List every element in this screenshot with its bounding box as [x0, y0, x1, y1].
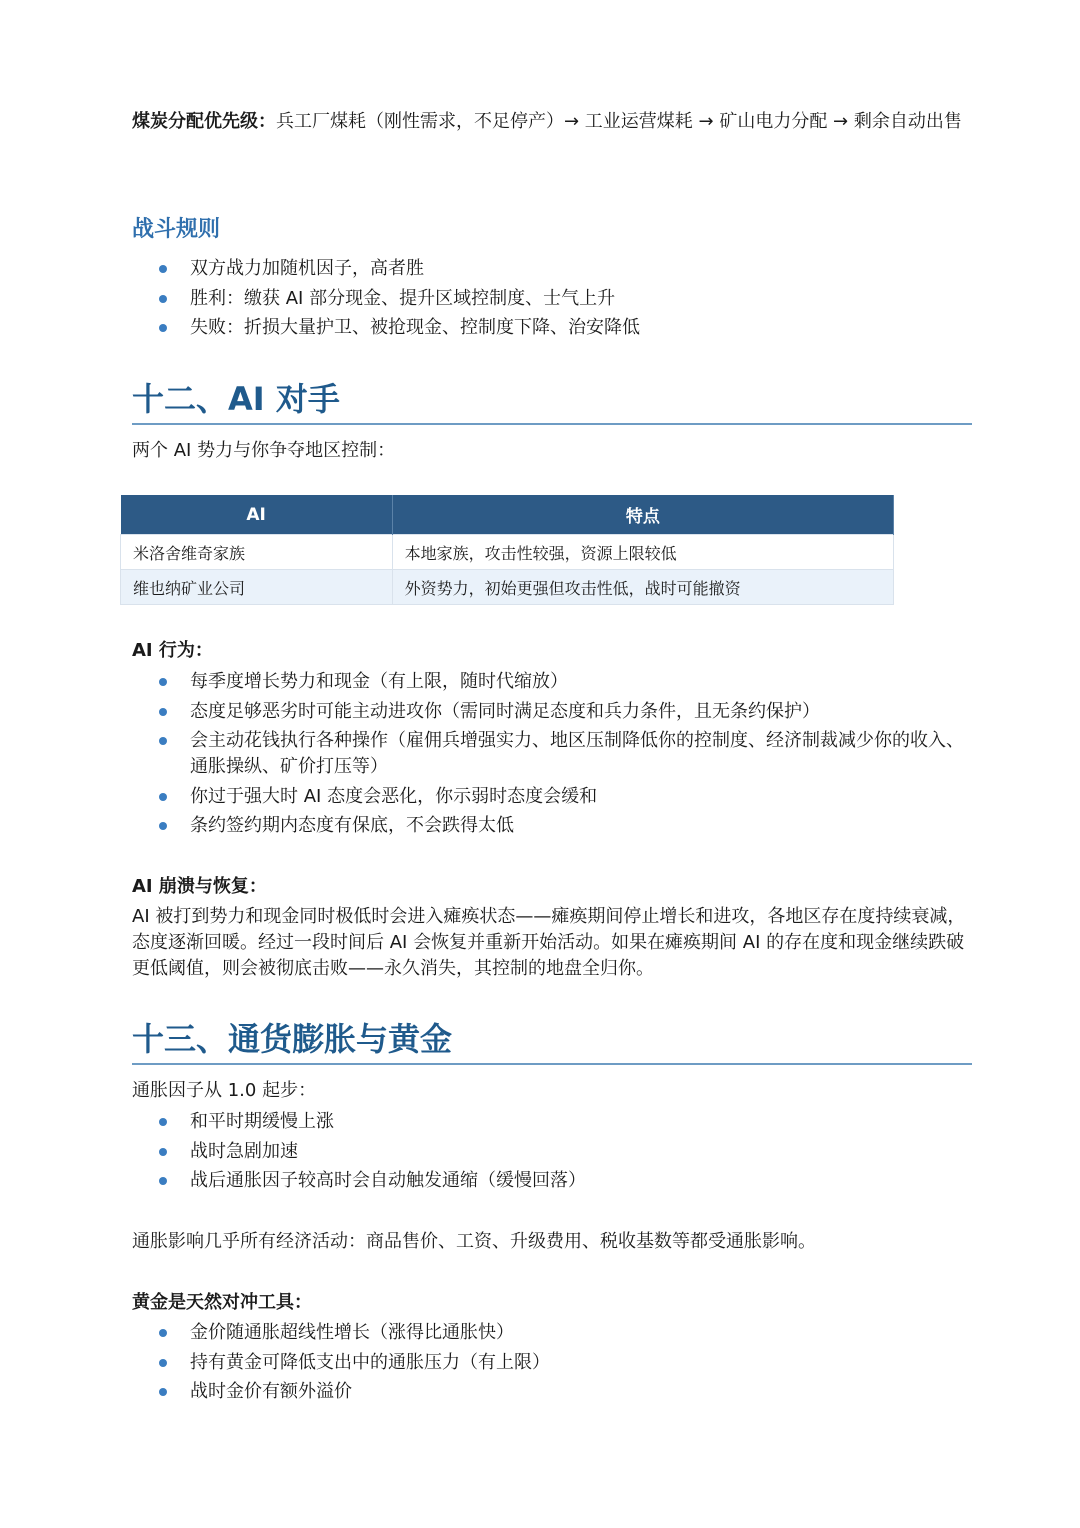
bullet-icon: [159, 1329, 167, 1337]
list-item: 条约签约期内态度有保底，不会跌得太低: [132, 813, 972, 839]
bullet-icon: [159, 1359, 167, 1367]
bullet-icon: [159, 822, 167, 830]
combat-rules-heading: 战斗规则: [132, 217, 221, 242]
ai-collapse-paragraph: AI 被打到势力和现金同时极低时会进入瘫痪状态——瘫痪期间停止增长和进攻，各地区存在度持续衰减，态度逐渐回暖。经过一段时间后 AI 会恢复并重新开始活动。如果在瘫痪期间 AI 的存在度和现金继续跌破更低阈值，则会被彻底击败——永久消失，其控制的地盘全归你。: [132, 906, 966, 979]
bullet-icon: [159, 324, 167, 332]
coal-priority-paragraph: [132, 109, 972, 135]
gold-hedge-label: 黄金是天然对冲工具：: [132, 1292, 312, 1313]
section-13-heading: 十三、通货膨胀与黄金: [132, 1017, 972, 1065]
table-cell: 本地家族，攻击性较强，资源上限较低: [392, 535, 893, 570]
list-item: 每季度增长势力和现金（有上限，随时代缩放）: [132, 669, 972, 695]
bullet-icon: [159, 295, 167, 303]
list-item: 双方战力加随机因子，高者胜: [132, 256, 972, 282]
table-row: [121, 535, 894, 570]
coal-priority-label: 煤炭分配优先级：: [132, 111, 276, 132]
list-item: 态度足够恶劣时可能主动进攻你（需同时满足态度和兵力条件，且无条约保护）: [132, 699, 972, 725]
list-item: 会主动花钱执行各种操作（雇佣兵增强实力、地区压制降低你的控制度、经济制裁减少你的收入、通胀操纵、矿价打压等）: [132, 728, 972, 780]
list-item: 持有黄金可降低支出中的通胀压力（有上限）: [132, 1350, 972, 1376]
bullet-icon: [159, 708, 167, 716]
list-item: 你过于强大时 AI 态度会恶化，你示弱时态度会缓和: [132, 784, 972, 810]
bullet-icon: [159, 793, 167, 801]
bullet-icon: [159, 737, 167, 745]
bullet-icon: [159, 1177, 167, 1185]
list-item: 和平时期缓慢上涨: [132, 1109, 972, 1135]
list-item: 战时金价有额外溢价: [132, 1379, 972, 1405]
bullet-icon: [159, 1118, 167, 1126]
section-12-heading: 十二、AI 对手: [132, 377, 972, 425]
table-header-ai: AI: [121, 495, 393, 535]
combat-rules-list: [132, 256, 972, 345]
table-row: [121, 570, 894, 605]
gold-list: [132, 1320, 972, 1409]
list-item: 战时急剧加速: [132, 1139, 972, 1165]
bullet-icon: [159, 265, 167, 273]
inflation-list: [132, 1109, 972, 1198]
ai-collapse-label: AI 崩溃与恢复：: [132, 876, 267, 897]
ai-behavior-label: AI 行为：: [132, 640, 213, 661]
bullet-icon: [159, 678, 167, 686]
bullet-icon: [159, 1148, 167, 1156]
table-cell: 米洛舍维奇家族: [121, 535, 393, 570]
ai-behavior-list: [132, 669, 972, 843]
section-13-intro: 通胀因子从 1.0 起步：: [132, 1080, 317, 1101]
inflation-impact-paragraph: 通胀影响几乎所有经济活动：商品售价、工资、升级费用、税收基数等都受通胀影响。: [132, 1231, 816, 1252]
list-item: 胜利：缴获 AI 部分现金、提升区域控制度、士气上升: [132, 286, 972, 312]
list-item: 金价随通胀超线性增长（涨得比通胀快）: [132, 1320, 972, 1346]
bullet-icon: [159, 1388, 167, 1396]
ai-table: [120, 495, 894, 605]
table-header-row: [121, 495, 894, 535]
coal-priority-text: 兵工厂煤耗（刚性需求，不足停产）→ 工业运营煤耗 → 矿山电力分配 → 剩余自动出售: [276, 111, 962, 132]
list-item: 失败：折损大量护卫、被抢现金、控制度下降、治安降低: [132, 315, 972, 341]
table-header-traits: 特点: [392, 495, 893, 535]
table-cell: 维也纳矿业公司: [121, 570, 393, 605]
table-cell: 外资势力，初始更强但攻击性低，战时可能撤资: [392, 570, 893, 605]
list-item: 战后通胀因子较高时会自动触发通缩（缓慢回落）: [132, 1168, 972, 1194]
section-12-intro: 两个 AI 势力与你争夺地区控制：: [132, 440, 396, 461]
